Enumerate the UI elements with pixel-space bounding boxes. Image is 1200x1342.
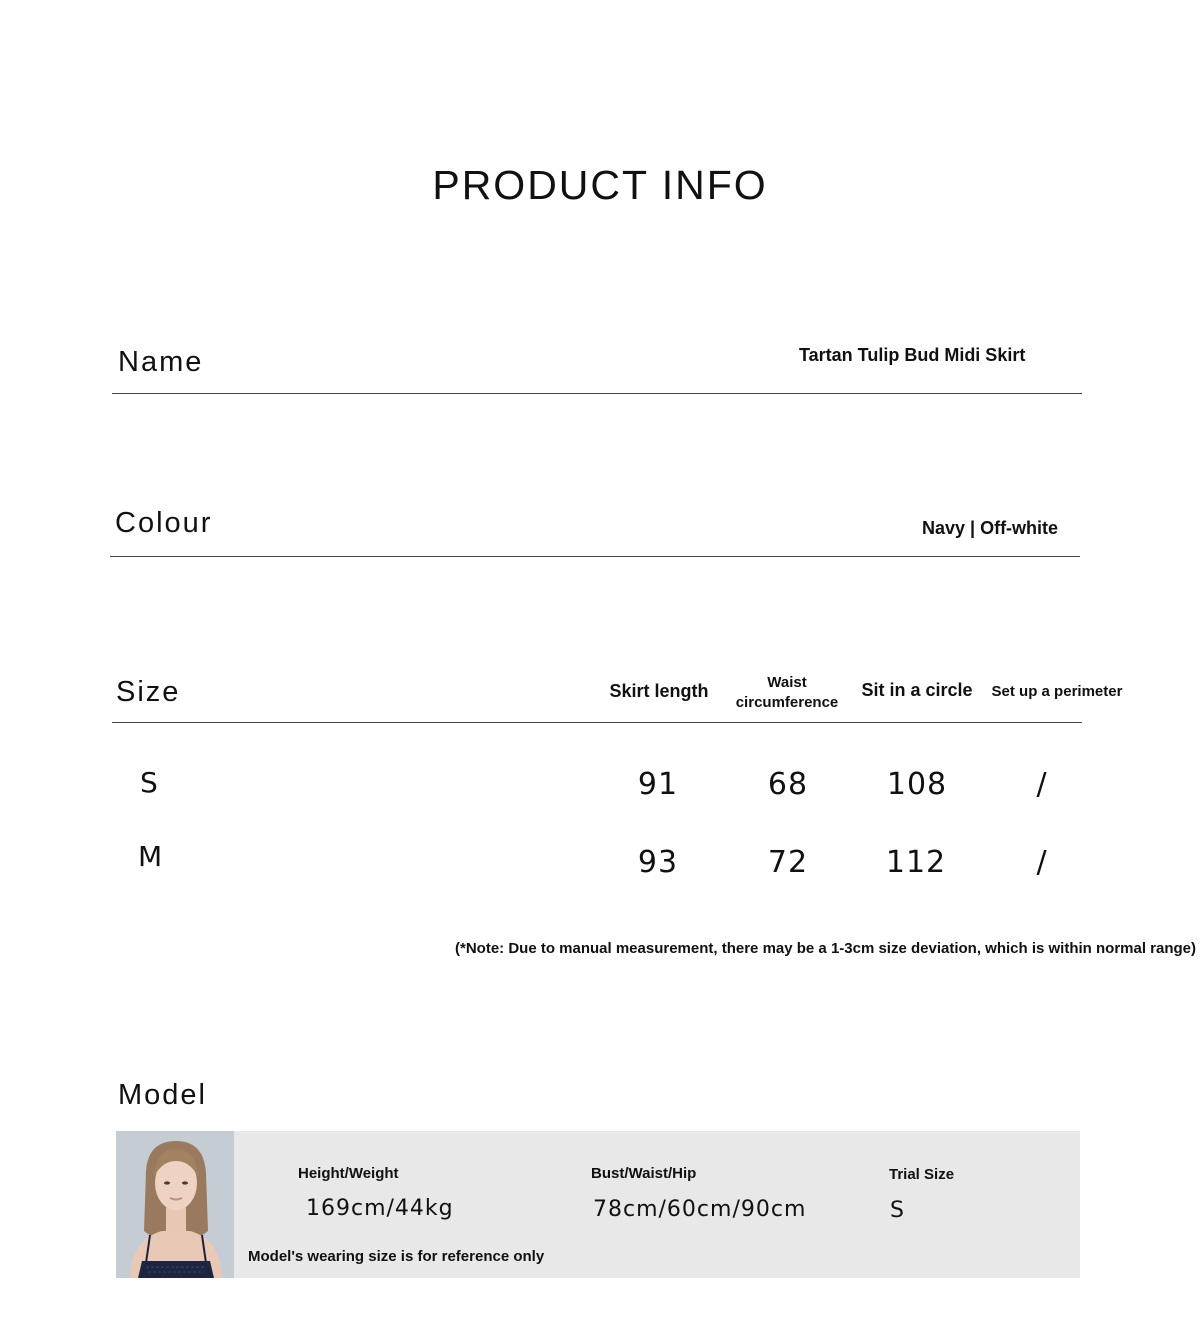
colour-divider bbox=[110, 556, 1080, 557]
height-weight-value: 169cm/44kg bbox=[306, 1196, 454, 1221]
size-m-skirt-length: 93 bbox=[637, 845, 679, 880]
bust-waist-hip-value: 78cm/60cm/90cm bbox=[593, 1197, 807, 1222]
size-s-circle: 108 bbox=[886, 767, 948, 802]
size-s-waist: 68 bbox=[767, 767, 809, 802]
trial-size-label: Trial Size bbox=[889, 1166, 955, 1183]
size-m-circle: 112 bbox=[885, 845, 947, 880]
size-s-skirt-length: 91 bbox=[637, 767, 679, 802]
page-title: PRODUCT INFO bbox=[432, 162, 768, 208]
product-name-value: Tartan Tulip Bud Midi Skirt bbox=[799, 345, 1026, 365]
measurement-note: (*Note: Due to manual measurement, there may be a 1-3cm size deviation, which is within normal range) bbox=[455, 940, 1197, 957]
model-size-disclaimer: Model's wearing size is for reference only bbox=[248, 1248, 545, 1265]
model-photo bbox=[116, 1131, 234, 1278]
col-waist-line1: Waist bbox=[767, 674, 807, 691]
bust-waist-hip-label: Bust/Waist/Hip bbox=[591, 1165, 697, 1182]
size-m-waist: 72 bbox=[767, 845, 809, 880]
size-s-perimeter: / bbox=[1036, 767, 1048, 802]
size-m-perimeter: / bbox=[1036, 845, 1048, 880]
size-row-m-label: M bbox=[138, 840, 163, 873]
col-waist-line2: circumference bbox=[735, 694, 839, 711]
col-set-up-perimeter: Set up a perimeter bbox=[991, 683, 1123, 700]
col-sit-in-circle: Sit in a circle bbox=[861, 680, 973, 700]
model-label: Model bbox=[118, 1079, 207, 1111]
size-label: Size bbox=[116, 676, 181, 708]
size-divider bbox=[112, 722, 1082, 723]
name-divider bbox=[112, 393, 1082, 394]
height-weight-label: Height/Weight bbox=[298, 1165, 399, 1182]
trial-size-value: S bbox=[890, 1198, 905, 1223]
col-waist-circumference bbox=[724, 673, 850, 713]
colour-label: Colour bbox=[115, 507, 213, 539]
col-skirt-length: Skirt length bbox=[609, 681, 709, 701]
colour-value: Navy | Off-white bbox=[922, 518, 1059, 538]
name-label: Name bbox=[118, 346, 204, 378]
size-row-s-label: S bbox=[140, 766, 158, 799]
